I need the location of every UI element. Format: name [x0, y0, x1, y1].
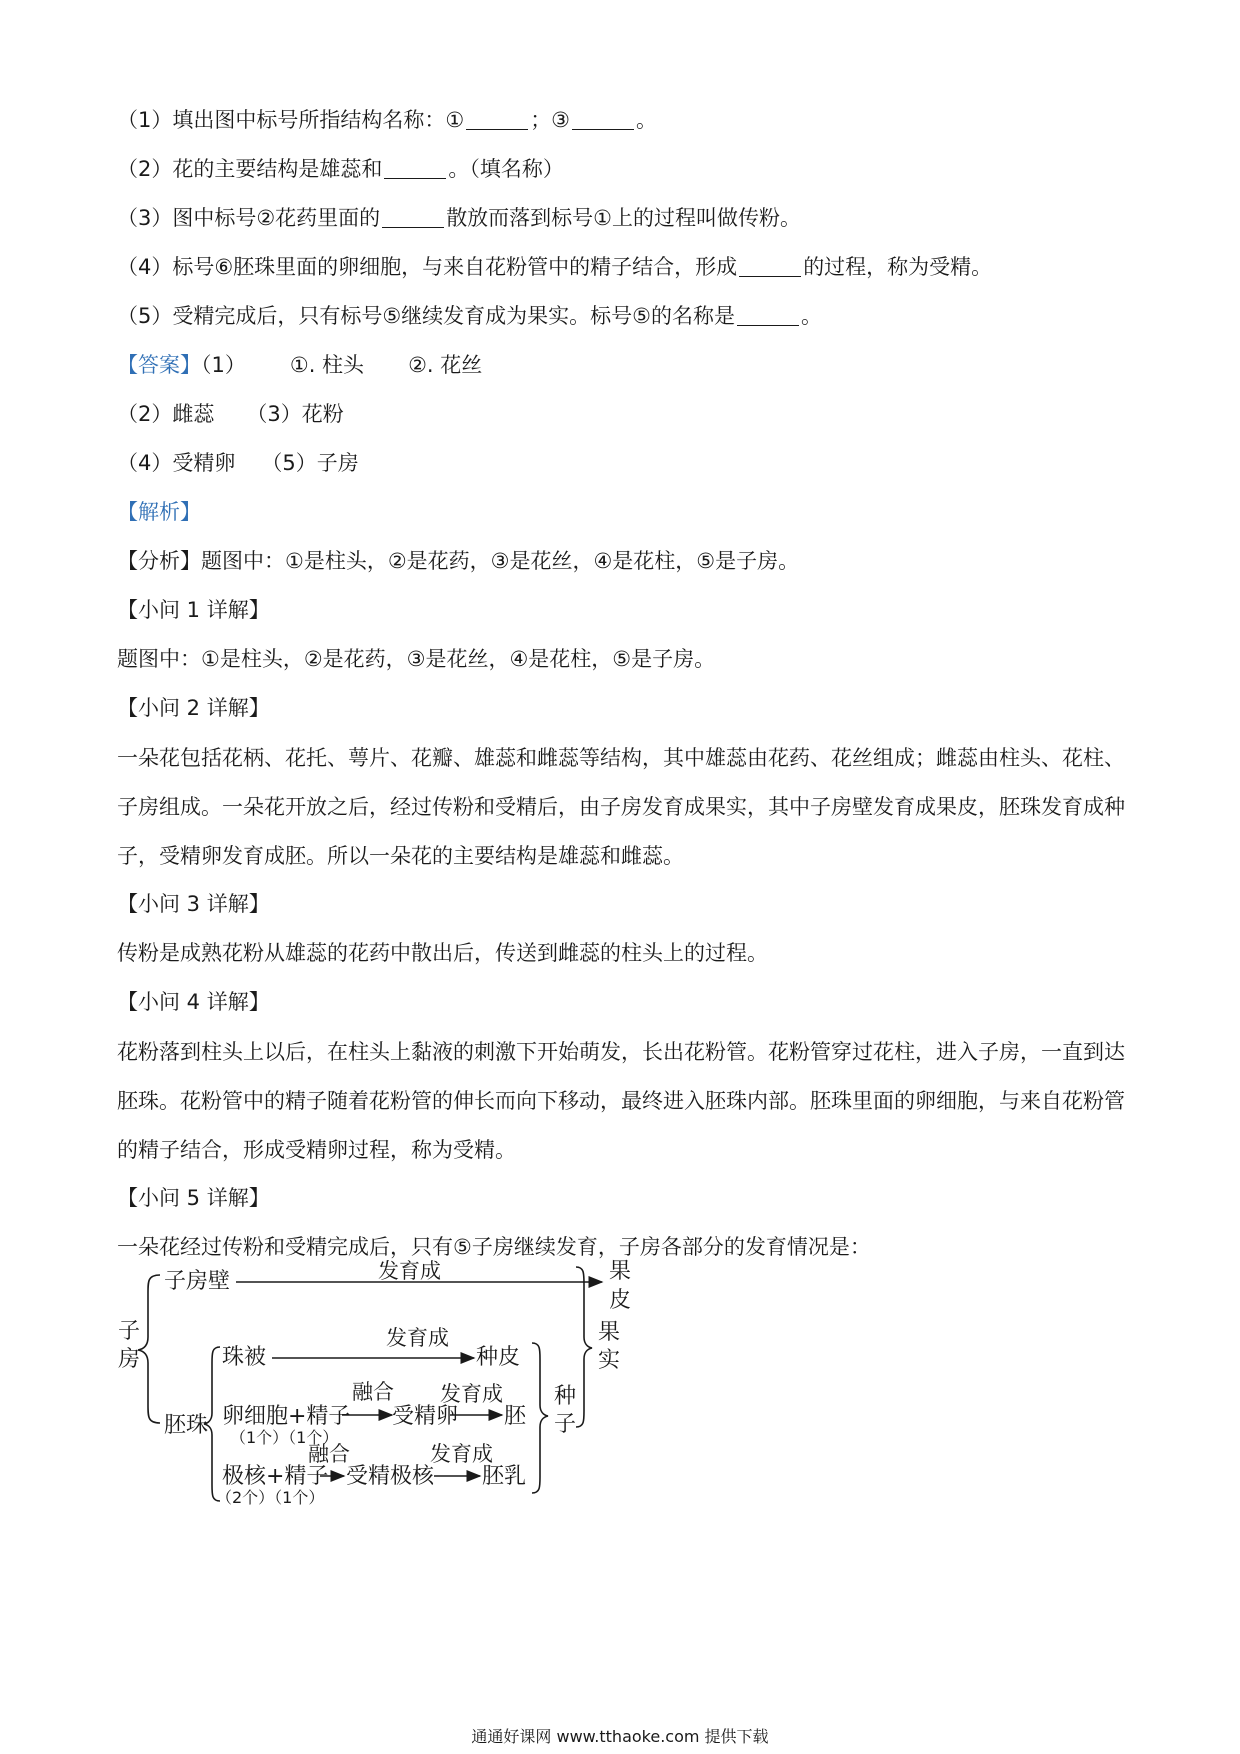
detail-2-title: 【小问 2 详解】 — [117, 696, 270, 720]
analysis-label: 【解析】 — [117, 500, 201, 524]
answer-blank — [737, 305, 799, 326]
question-3-text-end: 散放而落到标号①上的过程叫做传粉。 — [446, 206, 802, 230]
answer-5: （5）子房 — [261, 451, 359, 475]
question-4-text: （4）标号⑥胚珠里面的卵细胞，与来自花粉管中的精子结合，形成 — [117, 255, 738, 279]
question-1-text-mid: ；③ — [530, 108, 571, 132]
answer-line-3 — [117, 449, 359, 477]
fuse-label-2: 融合 — [308, 1442, 350, 1466]
develop-into-label-1: 发育成 — [378, 1259, 441, 1283]
question-4-text-end: 的过程，称为受精。 — [803, 255, 993, 279]
seed-coat-label: 种皮 — [476, 1345, 521, 1370]
detail-4-title: 【小问 4 详解】 — [117, 990, 270, 1014]
answer-2: （2）雌蕊 — [117, 402, 215, 426]
page-footer: 通通好课网 www.tthaoke.com 提供下载 — [471, 1727, 769, 1746]
answer-blank — [384, 158, 446, 179]
detail-3-text: 传粉是成熟花粉从雄蕊的花药中散出后，传送到雌蕊的柱头上的过程。 — [117, 941, 768, 965]
egg-sperm-count: （1个）（1个） — [230, 1428, 339, 1447]
question-5 — [117, 302, 822, 330]
ovary-development-diagram — [112, 1255, 712, 1545]
answer-1-part-1: ①. 柱头 — [289, 353, 365, 377]
answer-4: （4）受精卵 — [117, 451, 236, 475]
ovule-brace — [204, 1347, 220, 1501]
question-1-text-end: 。 — [636, 108, 658, 132]
answer-blank — [739, 256, 801, 277]
ovule-label: 胚珠 — [164, 1413, 209, 1438]
develop-into-label-2: 发育成 — [386, 1326, 449, 1350]
answer-blank — [382, 207, 444, 228]
detail-2-text: 一朵花包括花柄、花托、萼片、花瓣、雄蕊和雌蕊等结构，其中雄蕊由花药、花丝组成；雌蕊由柱头、花柱、子房组成。一朵花开放之后，经过传粉和受精后，由子房发育成果实，其中子房壁发育成果皮，胚珠发育成种子，受精卵发育成胚。所以一朵花的主要结构是雄蕊和雌蕊。 — [117, 746, 1125, 868]
integument-label: 珠被 — [222, 1345, 267, 1370]
embryo-label: 胚 — [504, 1404, 527, 1429]
develop-into-label-4: 发育成 — [430, 1442, 493, 1466]
fruit-label-2: 实 — [598, 1348, 621, 1373]
question-2-text-end: 。（填名称） — [448, 157, 564, 181]
pericarp-label-2: 皮 — [609, 1288, 632, 1313]
fertilized-polar-label: 受精极核 — [346, 1464, 435, 1489]
answer-line-1 — [117, 351, 482, 379]
seed-label-2: 子 — [554, 1412, 577, 1437]
question-5-text: （5）受精完成后，只有标号⑤继续发育成为果实。标号⑤的名称是 — [117, 304, 736, 328]
egg-sperm-label: 卵细胞+精子 — [222, 1404, 351, 1429]
answer-blank — [466, 109, 528, 130]
question-4 — [117, 253, 992, 281]
seed-label-1: 种 — [554, 1384, 577, 1409]
answer-label: 【答案】 — [117, 353, 201, 377]
ovary-brace — [138, 1275, 160, 1423]
detail-4-text: 花粉落到柱头上以后，在柱头上黏液的刺激下开始萌发，长出花粉管。花粉管穿过花柱，进入子房，一直到达胚珠。花粉管中的精子随着花粉管的伸长而向下移动，最终进入胚珠内部。胚珠里面的卵细胞，与来自花粉管的精子结合，形成受精卵过程，称为受精。 — [117, 1040, 1125, 1162]
detail-1-text: 题图中：①是柱头，②是花药，③是花丝，④是花柱，⑤是子房。 — [117, 647, 716, 671]
question-2 — [117, 155, 564, 183]
pericarp-label-1: 果 — [609, 1259, 632, 1284]
detail-5-title: 【小问 5 详解】 — [117, 1186, 270, 1210]
analysis-summary: 【分析】题图中：①是柱头，②是花药，③是花丝，④是花柱，⑤是子房。 — [117, 549, 800, 573]
zygote-label: 受精卵 — [392, 1404, 459, 1429]
answer-1-number: （1） — [201, 353, 246, 377]
detail-3-title: 【小问 3 详解】 — [117, 892, 270, 916]
answer-3: （3）花粉 — [246, 402, 344, 426]
question-3 — [117, 204, 801, 232]
fruit-label-1: 果 — [598, 1320, 621, 1345]
polar-sperm-count: （2个）（1个） — [216, 1488, 325, 1507]
detail-1-title: 【小问 1 详解】 — [117, 598, 270, 622]
ovary-label-2: 房 — [118, 1347, 141, 1372]
question-1-text: （1）填出图中标号所指结构名称：① — [117, 108, 465, 132]
fruit-brace — [576, 1267, 592, 1427]
ovary-wall-label: 子房壁 — [164, 1269, 231, 1294]
answer-line-2 — [117, 400, 344, 428]
develop-into-label-3: 发育成 — [440, 1382, 503, 1406]
answer-blank — [572, 109, 634, 130]
question-1 — [117, 106, 657, 134]
detail-5-text: 一朵花经过传粉和受精完成后，只有⑤子房继续发育，子房各部分的发育情况是： — [117, 1235, 871, 1259]
question-2-text: （2）花的主要结构是雄蕊和 — [117, 157, 383, 181]
question-3-text: （3）图中标号②花药里面的 — [117, 206, 381, 230]
ovary-label-1: 子 — [118, 1319, 141, 1344]
polar-sperm-label: 极核+精子 — [222, 1464, 329, 1489]
question-5-text-end: 。 — [801, 304, 823, 328]
seed-brace — [532, 1343, 548, 1493]
fuse-label-1: 融合 — [352, 1380, 394, 1404]
endosperm-label: 胚乳 — [482, 1464, 527, 1489]
answer-1-part-2: ②. 花丝 — [408, 353, 483, 377]
